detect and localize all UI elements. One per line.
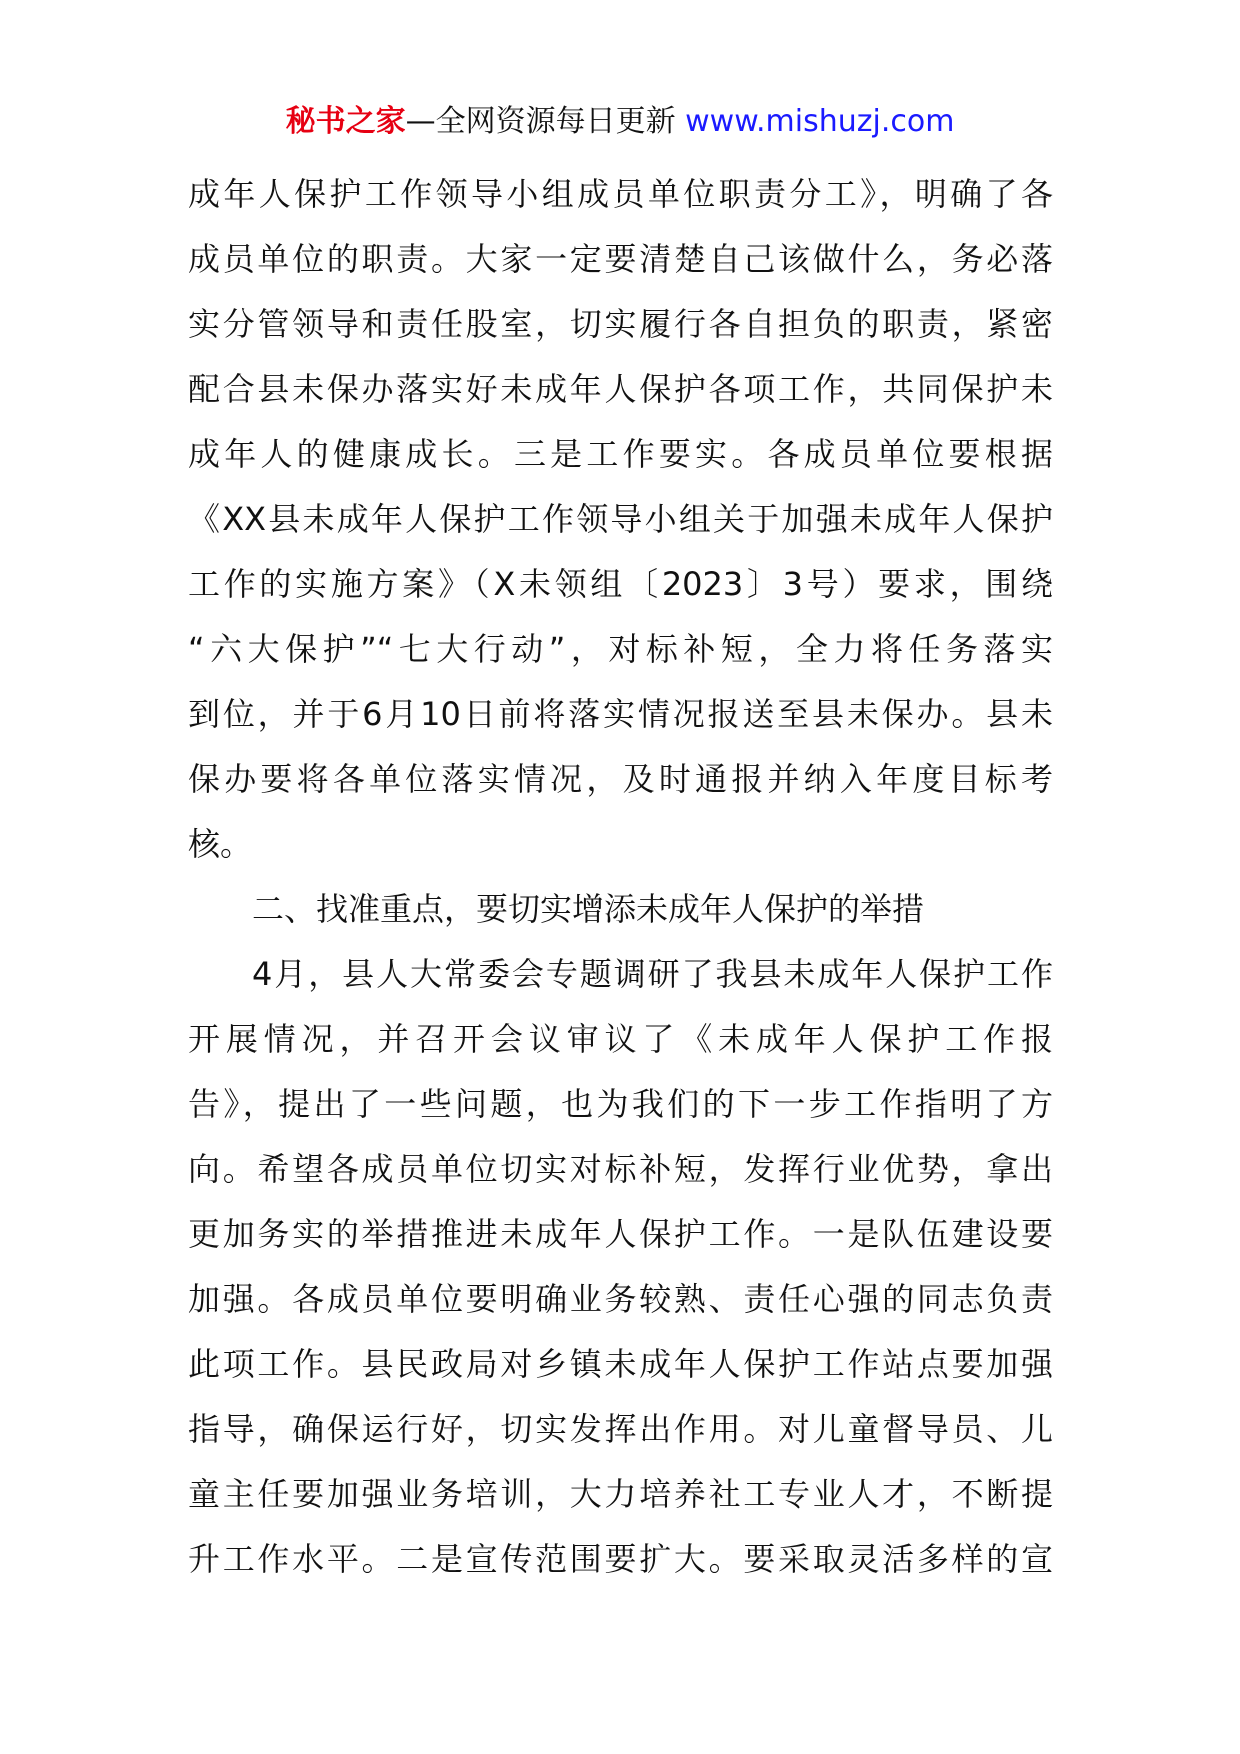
paragraph-line: 到位，并于6月10日前将落实情况报送至县未保办。县未: [188, 695, 1053, 733]
paragraph-line: 成员单位的职责。大家一定要清楚自己该做什么，务必落: [188, 240, 1053, 278]
paragraph-line: 向。希望各成员单位切实对标补短，发挥行业优势，拿出: [188, 1150, 1053, 1188]
header-tagline: —全网资源每日更新: [405, 104, 676, 139]
paragraph-line: 更加务实的举措推进未成年人保护工作。一是队伍建设要: [188, 1215, 1053, 1253]
paragraph-line: 配合县未保办落实好未成年人保护各项工作，共同保护未: [188, 370, 1053, 408]
paragraph-line: 指导，确保运行好，切实发挥出作用。对儿童督导员、儿: [188, 1410, 1053, 1448]
paragraph-line: 核。: [188, 825, 253, 863]
paragraph-line: 此项工作。县民政局对乡镇未成年人保护工作站点要加强: [188, 1345, 1053, 1383]
document-body: [188, 162, 1053, 1592]
paragraph-line: 4月，县人大常委会专题调研了我县未成年人保护工作: [252, 955, 1053, 993]
paragraph-line: “六大保护”“七大行动”，对标补短，全力将任务落实: [188, 630, 1053, 668]
page-header: [0, 100, 1240, 144]
paragraph-line: 工作的实施方案》（X未领组〔2023〕3号）要求，围绕: [188, 565, 1053, 603]
paragraph-line: 加强。各成员单位要明确业务较熟、责任心强的同志负责: [188, 1280, 1053, 1318]
brand-name: 秘书之家: [285, 104, 406, 139]
paragraph-line: 《XX县未成年人保护工作领导小组关于加强未成年人保护: [188, 500, 1053, 538]
section-heading: 二、找准重点，要切实增添未成年人保护的举措: [252, 890, 925, 928]
paragraph-line: 童主任要加强业务培训，大力培养社工专业人才，不断提: [188, 1475, 1053, 1513]
paragraph-line: 成年人保护工作领导小组成员单位职责分工》，明确了各: [188, 175, 1053, 213]
paragraph-line: 告》，提出了一些问题，也为我们的下一步工作指明了方: [188, 1085, 1053, 1123]
paragraph-line: 实分管领导和责任股室，切实履行各自担负的职责，紧密: [188, 305, 1053, 343]
paragraph-line: 开展情况，并召开会议审议了《未成年人保护工作报: [188, 1020, 1053, 1058]
paragraph-line: 保办要将各单位落实情况，及时通报并纳入年度目标考: [188, 760, 1053, 798]
site-url-link[interactable]: www.mishuzj.com: [685, 104, 955, 139]
paragraph-line: 升工作水平。二是宣传范围要扩大。要采取灵活多样的宣: [188, 1540, 1053, 1578]
paragraph-line: 成年人的健康成长。三是工作要实。各成员单位要根据: [188, 435, 1053, 473]
